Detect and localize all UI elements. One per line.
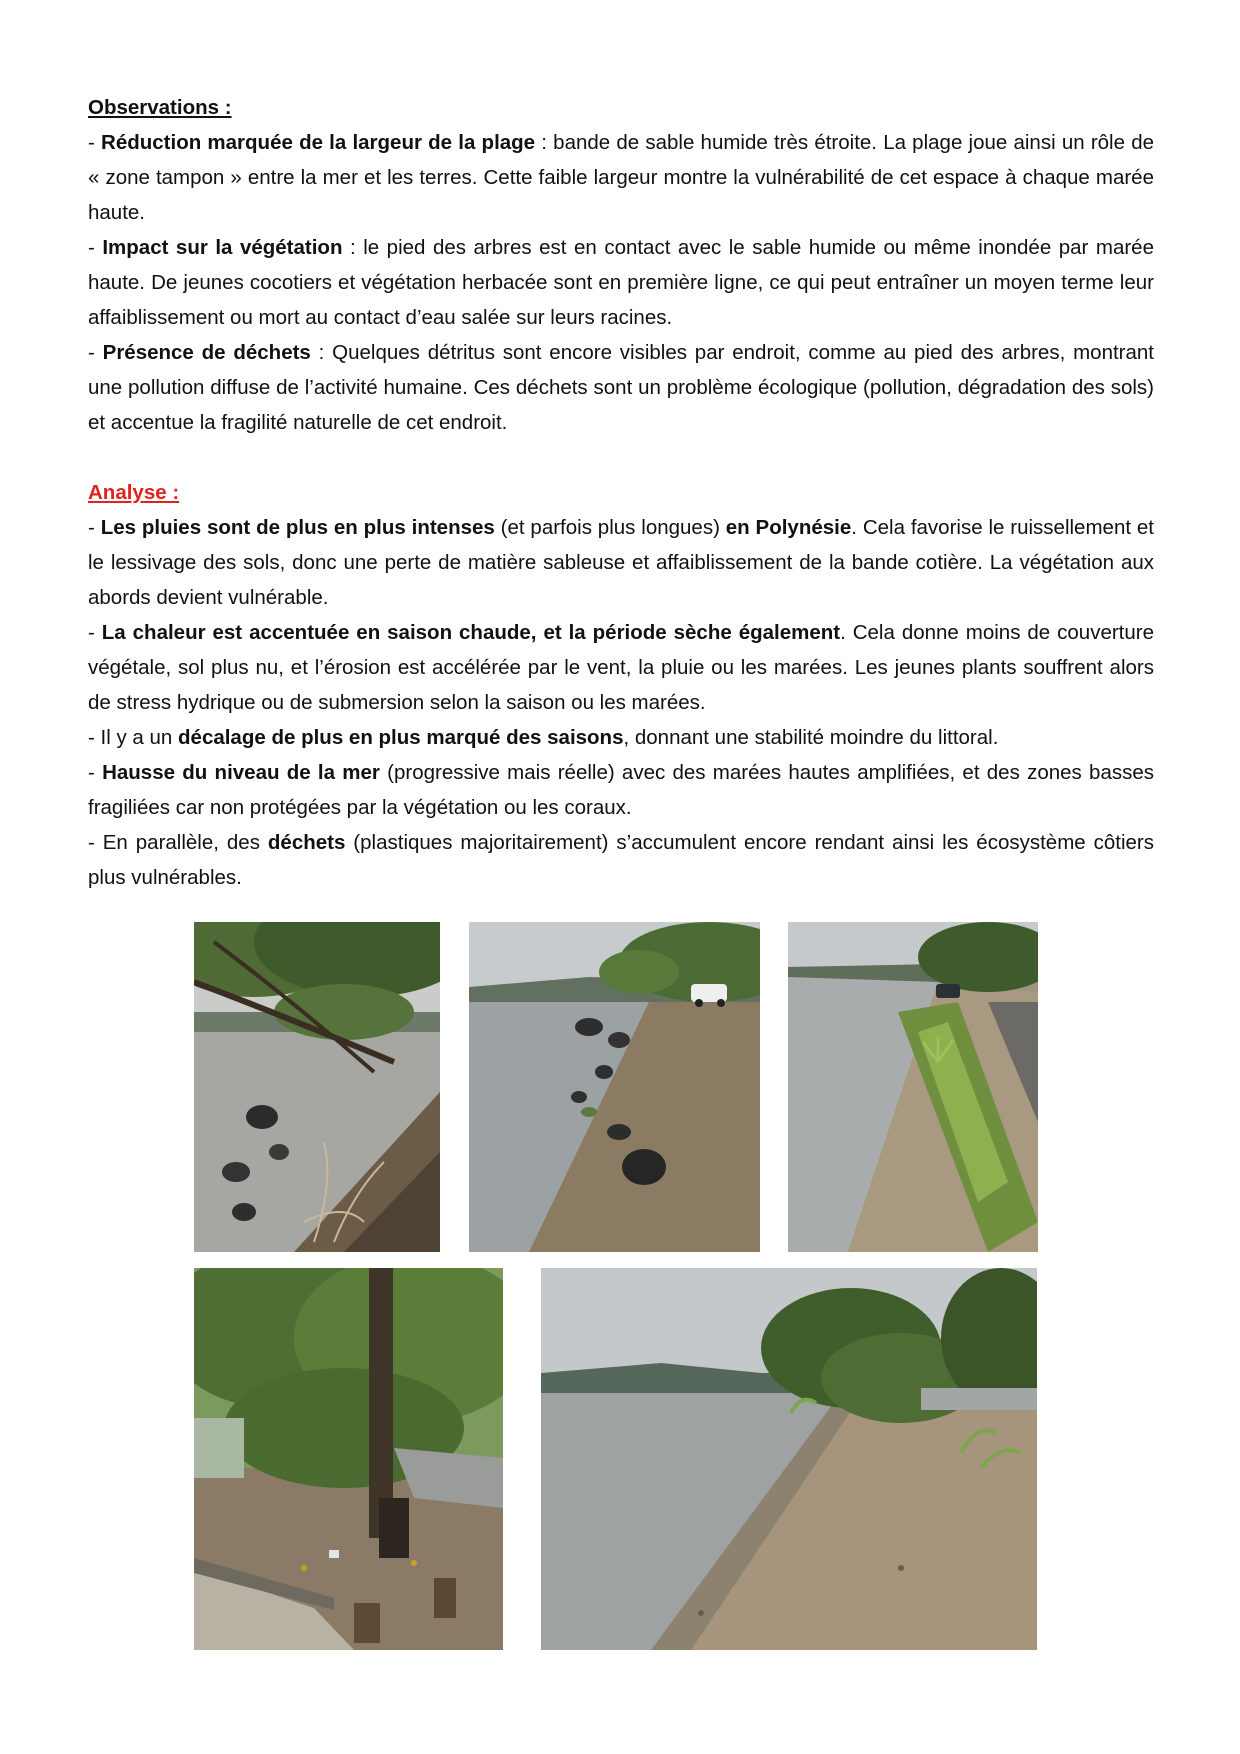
analyse-item-5: - En parallèle, des déchets (plastiques majoritairement) s’accumulent encore rendant ainsi les écosystème côtiers plus vulnérables.	[88, 831, 1154, 889]
analyse-item-2: - La chaleur est accentuée en saison chaude, et la période sèche également. Cela donne moins de couverture végétale, sol plus nu, et l’érosion est accélérée par le vent, la pluie ou les marées. Les jeunes plants souffrent alors de stress hydrique ou de submersion selon la saison ou les marées.	[88, 621, 1154, 714]
analyse-item-1: - Les pluies sont de plus en plus intenses (et parfois plus longues) en Polynésie. Cela favorise le ruissellement et le lessivage des sols, donc une perte de matière sableuse et affaiblissement de la bande cotière. La végétation aux abords devient vulnérable.	[88, 516, 1154, 609]
beach-photo-rocks-car	[469, 922, 760, 1252]
beach-photo-shoreline-wide	[541, 1268, 1037, 1650]
text-content	[88, 90, 1154, 895]
observation-item-1: - Réduction marquée de la largeur de la plage : bande de sable humide très étroite. La plage joue ainsi un rôle de « zone tampon » entre la mer et les terres. Cette faible largeur montre la vulnérabilité de cet espace à chaque marée haute.	[88, 131, 1154, 224]
beach-photo-tree-roots	[194, 922, 440, 1252]
beach-photo-young-palms	[788, 922, 1038, 1252]
analyse-item-4: - Hausse du niveau de la mer (progressive mais réelle) avec des marées hautes amplifiées, et des zones basses fragiliées car non protégées par la végétation ou les coraux.	[88, 761, 1154, 819]
observation-item-2: - Impact sur la végétation : le pied des arbres est en contact avec le sable humide ou même inondée par marée haute. De jeunes cocotiers et végétation herbacée sont en première ligne, ce qui peut entraîner un moyen terme leur affaiblissement ou mort au contact d’eau salée sur leurs racines.	[88, 236, 1154, 329]
observations-heading: Observations :	[88, 96, 232, 119]
beach-photo-tree-debris	[194, 1268, 503, 1650]
analyse-item-3: - Il y a un décalage de plus en plus marqué des saisons, donnant une stabilité moindre du littoral.	[88, 726, 999, 749]
section-spacer	[88, 440, 1154, 475]
observation-item-3: - Présence de déchets : Quelques détritus sont encore visibles par endroit, comme au pied des arbres, montrant une pollution diffuse de l’activité humaine. Ces déchets sont un problème écologique (pollution, dégradation des sols) et accentue la fragilité naturelle de cet endroit.	[88, 341, 1154, 434]
analyse-heading: Analyse :	[88, 481, 180, 504]
